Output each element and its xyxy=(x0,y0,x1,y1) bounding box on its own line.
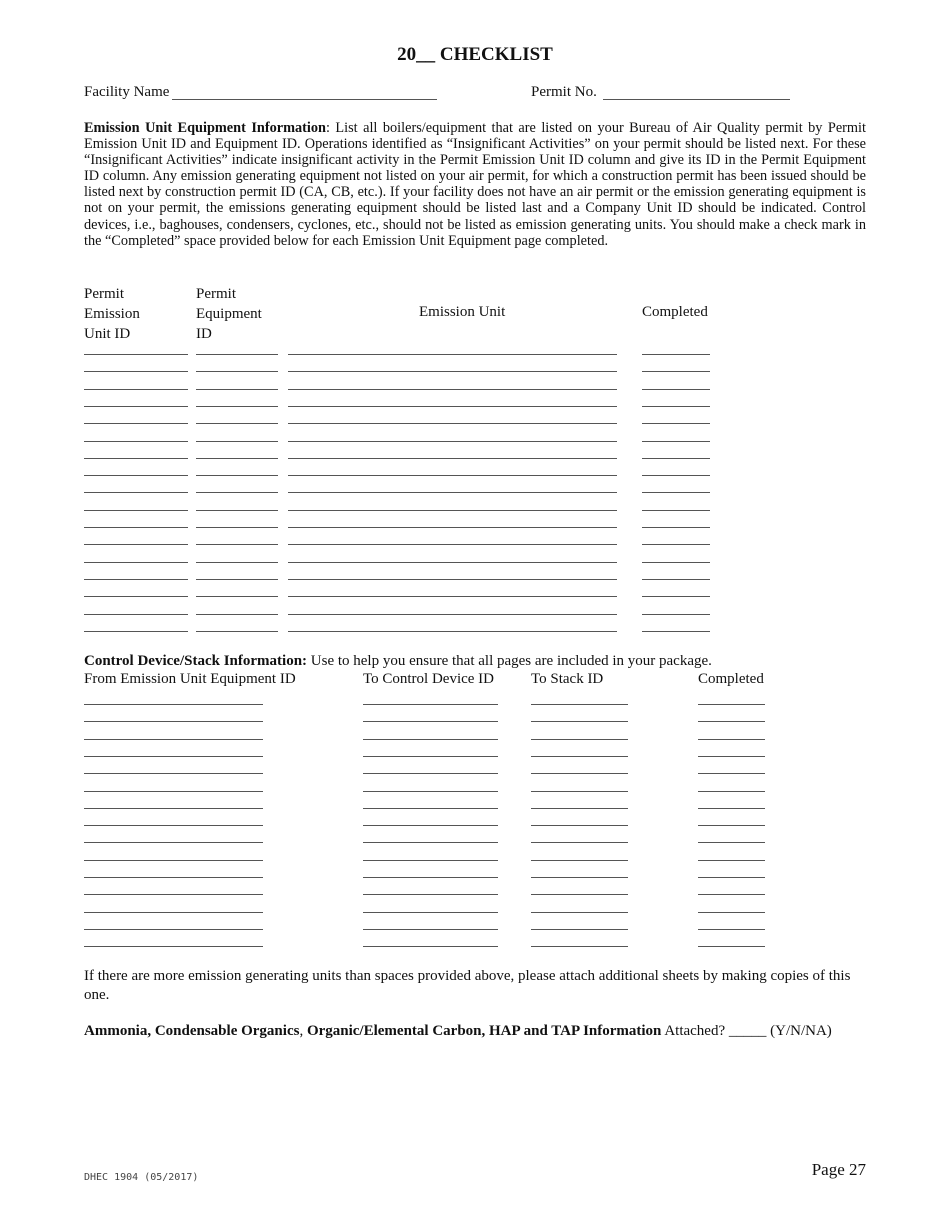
control-row-completed-blank[interactable] xyxy=(698,721,765,722)
emission-row-unit-id-blank[interactable] xyxy=(84,389,188,390)
emission-row-emission-unit-blank[interactable] xyxy=(288,614,617,615)
control-row-control-device-blank[interactable] xyxy=(363,894,498,895)
permit-no-field[interactable] xyxy=(603,99,790,100)
header-from-emission-unit: From Emission Unit Equipment ID xyxy=(84,671,296,687)
emission-row-completed-blank[interactable] xyxy=(642,371,710,372)
emission-row-equipment-id-blank[interactable] xyxy=(196,389,278,390)
emission-row-completed-blank[interactable] xyxy=(642,354,710,355)
header-line: Permit xyxy=(196,286,236,302)
header-line: Permit xyxy=(84,286,124,302)
control-row-control-device-blank[interactable] xyxy=(363,704,498,705)
control-row-control-device-blank[interactable] xyxy=(363,808,498,809)
page-title: 20__ CHECKLIST xyxy=(397,44,553,65)
more-units-note: If there are more emission generating units than spaces provided above, please attach additional sheets by making copies of this one. xyxy=(84,968,851,1003)
emission-row-emission-unit-blank[interactable] xyxy=(288,527,617,528)
emission-info-paragraph xyxy=(84,120,866,249)
permit-no-label: Permit No. xyxy=(531,84,597,100)
emission-row-unit-id-blank[interactable] xyxy=(84,475,188,476)
control-row-completed-blank[interactable] xyxy=(698,704,765,705)
emission-row-completed-blank[interactable] xyxy=(642,579,710,580)
header-line: Emission xyxy=(84,306,140,322)
emission-row-equipment-id-blank[interactable] xyxy=(196,614,278,615)
emission-row-emission-unit-blank[interactable] xyxy=(288,475,617,476)
header-emission-completed: Completed xyxy=(642,304,708,320)
emission-row-emission-unit-blank[interactable] xyxy=(288,562,617,563)
emission-row-emission-unit-blank[interactable] xyxy=(288,354,617,355)
emission-row-unit-id-blank[interactable] xyxy=(84,596,188,597)
page-number: Page 27 xyxy=(811,1160,866,1179)
emission-row-emission-unit-blank[interactable] xyxy=(288,510,617,511)
emission-row-unit-id-blank[interactable] xyxy=(84,527,188,528)
emission-row-emission-unit-blank[interactable] xyxy=(288,579,617,580)
emission-row-equipment-id-blank[interactable] xyxy=(196,423,278,424)
control-row-from-unit-blank[interactable] xyxy=(84,739,263,740)
control-row-control-device-blank[interactable] xyxy=(363,860,498,861)
facility-name-label: Facility Name xyxy=(84,84,170,100)
facility-name-field[interactable] xyxy=(172,99,437,100)
control-row-completed-blank[interactable] xyxy=(698,912,765,913)
control-row-from-unit-blank[interactable] xyxy=(84,791,263,792)
control-row-stack-id-blank[interactable] xyxy=(531,756,628,757)
emission-row-completed-blank[interactable] xyxy=(642,614,710,615)
control-info-line xyxy=(84,653,712,670)
emission-row-equipment-id-blank[interactable] xyxy=(196,596,278,597)
header-line: Unit ID xyxy=(84,326,131,342)
emission-row-completed-blank[interactable] xyxy=(642,475,710,476)
control-row-stack-id-blank[interactable] xyxy=(531,946,628,947)
emission-row-unit-id-blank[interactable] xyxy=(84,579,188,580)
emission-row-unit-id-blank[interactable] xyxy=(84,492,188,493)
emission-row-emission-unit-blank[interactable] xyxy=(288,458,617,459)
emission-row-emission-unit-blank[interactable] xyxy=(288,441,617,442)
control-row-stack-id-blank[interactable] xyxy=(531,739,628,740)
control-row-control-device-blank[interactable] xyxy=(363,877,498,878)
emission-row-emission-unit-blank[interactable] xyxy=(288,371,617,372)
control-row-stack-id-blank[interactable] xyxy=(531,912,628,913)
emission-row-equipment-id-blank[interactable] xyxy=(196,406,278,407)
emission-row-completed-blank[interactable] xyxy=(642,527,710,528)
emission-row-completed-blank[interactable] xyxy=(642,423,710,424)
emission-row-equipment-id-blank[interactable] xyxy=(196,458,278,459)
emission-row-completed-blank[interactable] xyxy=(642,389,710,390)
control-row-control-device-blank[interactable] xyxy=(363,791,498,792)
control-row-stack-id-blank[interactable] xyxy=(531,808,628,809)
control-row-stack-id-blank[interactable] xyxy=(531,877,628,878)
emission-row-unit-id-blank[interactable] xyxy=(84,631,188,632)
emission-row-equipment-id-blank[interactable] xyxy=(196,492,278,493)
header-line: ID xyxy=(196,326,212,342)
control-row-completed-blank[interactable] xyxy=(698,825,765,826)
emission-row-emission-unit-blank[interactable] xyxy=(288,631,617,632)
emission-row-equipment-id-blank[interactable] xyxy=(196,354,278,355)
emission-row-equipment-id-blank[interactable] xyxy=(196,371,278,372)
emission-info-heading: Emission Unit Equipment Information xyxy=(84,120,326,136)
emission-row-unit-id-blank[interactable] xyxy=(84,354,188,355)
emission-row-unit-id-blank[interactable] xyxy=(84,371,188,372)
emission-row-emission-unit-blank[interactable] xyxy=(288,492,617,493)
emission-row-completed-blank[interactable] xyxy=(642,510,710,511)
attachment-line xyxy=(84,1023,884,1040)
control-row-stack-id-blank[interactable] xyxy=(531,842,628,843)
control-row-control-device-blank[interactable] xyxy=(363,756,498,757)
control-row-control-device-blank[interactable] xyxy=(363,721,498,722)
emission-row-unit-id-blank[interactable] xyxy=(84,406,188,407)
control-row-completed-blank[interactable] xyxy=(698,808,765,809)
control-info-heading: Control Device/Stack Information: xyxy=(84,653,308,669)
control-row-stack-id-blank[interactable] xyxy=(531,825,628,826)
emission-row-equipment-id-blank[interactable] xyxy=(196,544,278,545)
control-row-control-device-blank[interactable] xyxy=(363,912,498,913)
emission-row-equipment-id-blank[interactable] xyxy=(196,527,278,528)
control-row-from-unit-blank[interactable] xyxy=(84,912,263,913)
control-row-stack-id-blank[interactable] xyxy=(531,860,628,861)
header-permit-equipment-id xyxy=(196,284,262,344)
emission-row-unit-id-blank[interactable] xyxy=(84,510,188,511)
emission-row-completed-blank[interactable] xyxy=(642,596,710,597)
control-row-from-unit-blank[interactable] xyxy=(84,946,263,947)
emission-row-completed-blank[interactable] xyxy=(642,441,710,442)
header-emission-unit: Emission Unit xyxy=(419,304,506,320)
control-row-from-unit-blank[interactable] xyxy=(84,860,263,861)
header-line: Equipment xyxy=(196,306,262,322)
emission-row-equipment-id-blank[interactable] xyxy=(196,475,278,476)
emission-row-completed-blank[interactable] xyxy=(642,562,710,563)
control-row-from-unit-blank[interactable] xyxy=(84,929,263,930)
emission-row-unit-id-blank[interactable] xyxy=(84,544,188,545)
attachment-bold-1: Ammonia, Condensable Organics xyxy=(84,1023,300,1039)
control-row-stack-id-blank[interactable] xyxy=(531,721,628,722)
control-row-completed-blank[interactable] xyxy=(698,739,765,740)
control-row-from-unit-blank[interactable] xyxy=(84,773,263,774)
control-row-completed-blank[interactable] xyxy=(698,894,765,895)
emission-row-completed-blank[interactable] xyxy=(642,492,710,493)
emission-row-unit-id-blank[interactable] xyxy=(84,423,188,424)
emission-row-equipment-id-blank[interactable] xyxy=(196,579,278,580)
control-row-from-unit-blank[interactable] xyxy=(84,704,263,705)
control-row-completed-blank[interactable] xyxy=(698,756,765,757)
form-code: DHEC 1904 (05/2017) xyxy=(84,1172,199,1183)
emission-row-completed-blank[interactable] xyxy=(642,458,710,459)
control-row-from-unit-blank[interactable] xyxy=(84,756,263,757)
control-row-completed-blank[interactable] xyxy=(698,791,765,792)
control-row-control-device-blank[interactable] xyxy=(363,739,498,740)
control-row-control-device-blank[interactable] xyxy=(363,929,498,930)
control-row-completed-blank[interactable] xyxy=(698,929,765,930)
header-to-stack-id: To Stack ID xyxy=(531,671,604,687)
control-row-control-device-blank[interactable] xyxy=(363,825,498,826)
control-row-control-device-blank[interactable] xyxy=(363,842,498,843)
emission-row-equipment-id-blank[interactable] xyxy=(196,441,278,442)
attachment-question[interactable]: Attached? _____ (Y/N/NA) xyxy=(661,1023,832,1039)
control-row-stack-id-blank[interactable] xyxy=(531,929,628,930)
control-row-stack-id-blank[interactable] xyxy=(531,773,628,774)
emission-row-completed-blank[interactable] xyxy=(642,406,710,407)
control-row-completed-blank[interactable] xyxy=(698,877,765,878)
emission-row-unit-id-blank[interactable] xyxy=(84,562,188,563)
emission-row-unit-id-blank[interactable] xyxy=(84,458,188,459)
emission-row-emission-unit-blank[interactable] xyxy=(288,596,617,597)
emission-info-body: : List all boilers/equipment that are listed on your Bureau of Air Quality permit by Permit Emission Unit ID and Equipment ID. Operations identified as “Insignificant Activities” on your permit should be listed next. For these “Insignificant Activities” indicate insignificant activity in the Permit Emission Unit ID column and give its ID in the Permit Equipment ID column. Any emission generating equipment not listed on your air permit, for which a construction permit has been issued should be listed next by construction permit ID (CA, CB, etc.). If your facility does not have an air permit or the emission generating equipment is not on your permit, the emissions generating equipment should be listed last and a Company Unit ID should be indicated. Control devices, i.e., baghouses, condensers, cyclones, etc., should not be listed as emission generating units. You should make a check mark in the “Completed” space provided below for each Emission Unit Equipment page completed. xyxy=(84,120,866,249)
control-row-completed-blank[interactable] xyxy=(698,842,765,843)
emission-row-unit-id-blank[interactable] xyxy=(84,614,188,615)
control-row-from-unit-blank[interactable] xyxy=(84,825,263,826)
control-row-from-unit-blank[interactable] xyxy=(84,877,263,878)
control-row-control-device-blank[interactable] xyxy=(363,946,498,947)
control-row-from-unit-blank[interactable] xyxy=(84,842,263,843)
emission-row-equipment-id-blank[interactable] xyxy=(196,510,278,511)
header-control-completed: Completed xyxy=(698,671,764,687)
emission-row-equipment-id-blank[interactable] xyxy=(196,631,278,632)
emission-row-equipment-id-blank[interactable] xyxy=(196,562,278,563)
control-row-from-unit-blank[interactable] xyxy=(84,721,263,722)
control-row-from-unit-blank[interactable] xyxy=(84,808,263,809)
control-row-stack-id-blank[interactable] xyxy=(531,894,628,895)
attachment-comma: , xyxy=(299,1023,307,1039)
control-row-from-unit-blank[interactable] xyxy=(84,894,263,895)
control-row-completed-blank[interactable] xyxy=(698,773,765,774)
emission-row-completed-blank[interactable] xyxy=(642,631,710,632)
emission-row-unit-id-blank[interactable] xyxy=(84,441,188,442)
control-row-completed-blank[interactable] xyxy=(698,946,765,947)
emission-row-emission-unit-blank[interactable] xyxy=(288,423,617,424)
control-row-completed-blank[interactable] xyxy=(698,860,765,861)
emission-row-emission-unit-blank[interactable] xyxy=(288,389,617,390)
control-row-stack-id-blank[interactable] xyxy=(531,791,628,792)
header-to-control-device: To Control Device ID xyxy=(363,671,495,687)
control-row-control-device-blank[interactable] xyxy=(363,773,498,774)
control-row-stack-id-blank[interactable] xyxy=(531,704,628,705)
header-permit-emission-unit-id xyxy=(84,284,140,344)
emission-row-emission-unit-blank[interactable] xyxy=(288,406,617,407)
attachment-bold-2: Organic/Elemental Carbon, HAP and TAP Information xyxy=(306,1023,662,1039)
emission-row-completed-blank[interactable] xyxy=(642,544,710,545)
control-info-body: Use to help you ensure that all pages are included in your package. xyxy=(307,653,712,669)
emission-row-emission-unit-blank[interactable] xyxy=(288,544,617,545)
